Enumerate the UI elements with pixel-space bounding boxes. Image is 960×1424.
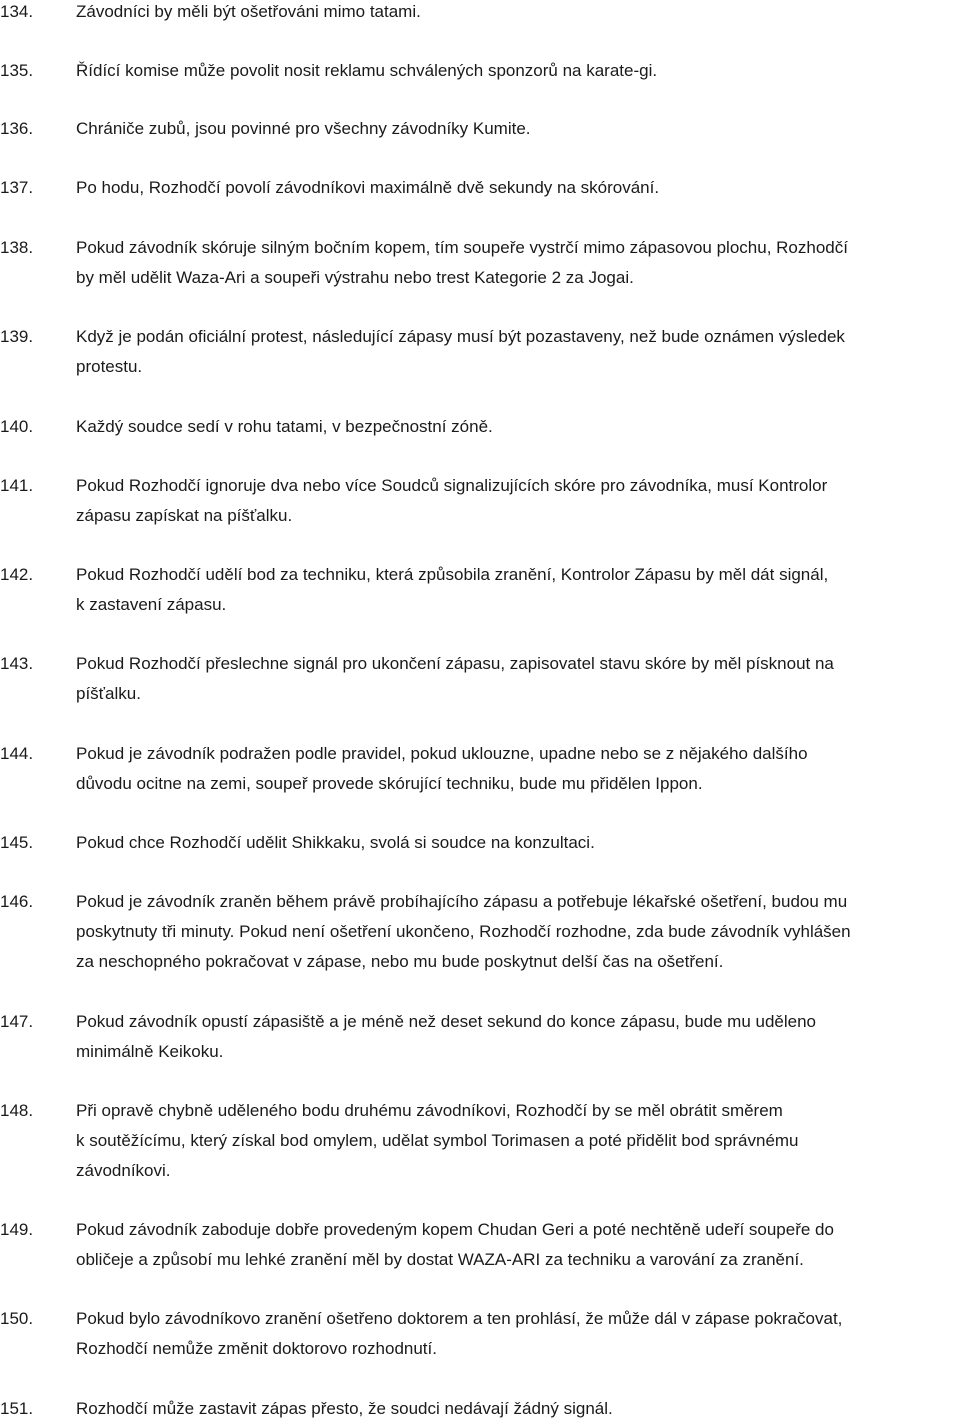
item-text: Každý soudce sedí v rohu tatami, v bezpečnostní zóně.	[76, 417, 493, 436]
item-text: Závodníci by měli být ošetřováni mimo tatami.	[76, 2, 421, 21]
item-text: Pokud Rozhodčí přeslechne signál pro ukončení zápasu, zapisovatel stavu skóre by měl písknout na píšťalku.	[76, 654, 834, 703]
item-text: Při opravě chybně uděleného bodu druhému závodníkovi, Rozhodčí by se měl obrátit směrem k soutěžícímu, který získal bod omylem, udělat symbol Torimasen a poté přidělit bod správnému závodníkovi.	[76, 1101, 799, 1180]
item-text: Po hodu, Rozhodčí povolí závodníkovi maximálně dvě sekundy na skórování.	[76, 178, 660, 197]
item-number: 144.	[0, 744, 34, 763]
item-number: 138.	[0, 238, 34, 257]
item-text: Pokud závodník skóruje silným bočním kopem, tím soupeře vystrčí mimo zápasovou plochu, Rozhodčí by měl udělit Waza-Ari a soupeři výstrahu nebo trest Kategorie 2 za Jogai.	[76, 238, 848, 287]
item-number: 140.	[0, 417, 34, 436]
item-text: Pokud chce Rozhodčí udělit Shikkaku, svolá si soudce na konzultaci.	[76, 833, 595, 852]
item-text: Pokud bylo závodníkovo zranění ošetřeno doktorem a ten prohlásí, že může dál v zápase pokračovat, Rozhodčí nemůže změnit doktorovo rozhodnutí.	[76, 1309, 843, 1358]
item-number: 141.	[0, 476, 34, 495]
item-text: Řídící komise může povolit nosit reklamu schválených sponzorů na karate-gi.	[76, 61, 658, 80]
item-text: Chrániče zubů, jsou povinné pro všechny závodníky Kumite.	[76, 119, 531, 138]
item-number: 136.	[0, 119, 34, 138]
item-text: Pokud je závodník podražen podle pravidel, pokud uklouzne, upadne nebo se z nějakého dalšího důvodu ocitne na zemi, soupeř provede skórující techniku, bude mu přidělen Ippon.	[76, 744, 808, 793]
item-number: 146.	[0, 892, 34, 911]
item-text: Pokud Rozhodčí ignoruje dva nebo více Soudců signalizujících skóre pro závodníka, musí Kontrolor zápasu zapískat na píšťalku.	[76, 476, 828, 525]
item-number: 150.	[0, 1309, 34, 1328]
item-number: 147.	[0, 1012, 34, 1031]
item-number: 148.	[0, 1101, 34, 1120]
item-number: 143.	[0, 654, 34, 673]
item-text: Pokud závodník zaboduje dobře provedeným kopem Chudan Geri a poté nechtěně udeří soupeře do obličeje a způsobí mu lehké zranění měl by dostat WAZA-ARI za techniku a varování za zranění.	[76, 1220, 834, 1269]
item-number: 137.	[0, 178, 34, 197]
item-number: 142.	[0, 565, 34, 584]
item-text: Pokud je závodník zraněn během právě probíhajícího zápasu a potřebuje lékařské ošetření, budou mu poskytnuty tři minuty. Pokud není ošetření ukončeno, Rozhodčí rozhodne, zda bude závodník vyhlášen za neschopného pokračovat v zápase, nebo mu bude poskytnut delší čas na ošetření.	[76, 892, 851, 971]
item-number: 149.	[0, 1220, 34, 1239]
item-number: 134.	[0, 2, 34, 21]
item-text: Pokud Rozhodčí udělí bod za techniku, která způsobila zranění, Kontrolor Zápasu by měl dát signál, k zastavení zápasu.	[76, 565, 829, 614]
item-number: 151.	[0, 1399, 34, 1418]
item-text: Rozhodčí může zastavit zápas přesto, že soudci nedávají žádný signál.	[76, 1399, 613, 1418]
item-number: 139.	[0, 327, 34, 346]
item-number: 145.	[0, 833, 34, 852]
item-text: Pokud závodník opustí zápasiště a je méně než deset sekund do konce zápasu, bude mu uděleno minimálně Keikoku.	[76, 1012, 816, 1061]
item-text: Když je podán oficiální protest, následující zápasy musí být pozastaveny, než bude oznámen výsledek protestu.	[76, 327, 845, 376]
item-number: 135.	[0, 61, 34, 80]
